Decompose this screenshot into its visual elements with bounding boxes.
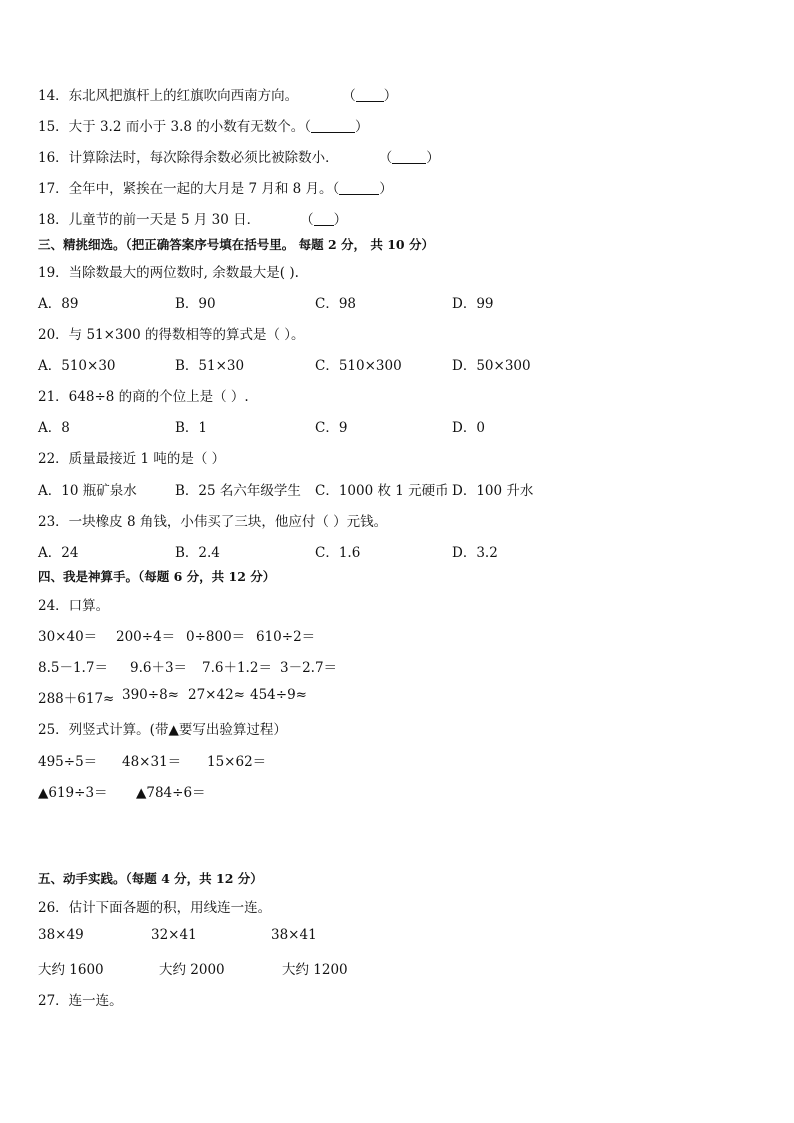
option-b[interactable]: B．51×30 [175, 358, 245, 374]
mental-math-item: 7.6＋1.2＝ [202, 660, 272, 676]
answer-blank[interactable] [392, 151, 426, 164]
question-27: 27．连一连。 [38, 993, 123, 1009]
question-20: 20．与 51×300 的得数相等的算式是（ ）。 [38, 327, 305, 343]
option-b[interactable]: B．2.4 [175, 545, 220, 561]
section-3-heading: 三、精挑细选。（把正确答案序号填在括号里。 每题 2 分， 共 10 分） [38, 237, 434, 252]
question-15: 15．大于 3.2 而小于 3.8 的小数有无数个。（ ） [38, 119, 369, 135]
answer-blank[interactable] [311, 120, 355, 133]
question-18: 18．儿童节的前一天是 5 月 30 日． （ ） [38, 212, 348, 228]
mental-math-item: 8.5－1.7＝ [38, 660, 108, 676]
mental-math-item: 3－2.7＝ [280, 660, 338, 676]
estimate-item[interactable]: 大约 1600 [38, 962, 104, 978]
vertical-calc-item: ▲619÷3＝ [38, 785, 108, 801]
mental-math-item: 390÷8≈ [122, 687, 179, 703]
question-14: 14．东北风把旗杆上的红旗吹向西南方向。 （ ） [38, 88, 398, 104]
option-b[interactable]: B．90 [175, 296, 216, 312]
option-d[interactable]: D．100 升水 [452, 483, 534, 499]
vertical-calc-item: ▲784÷6＝ [136, 785, 206, 801]
option-a[interactable]: A．10 瓶矿泉水 [38, 483, 137, 499]
vertical-calc-item: 495÷5＝ [38, 754, 98, 770]
option-c[interactable]: C．510×300 [315, 358, 402, 374]
option-c[interactable]: C．1.6 [315, 545, 361, 561]
mental-math-item: 27×42≈ [188, 687, 245, 703]
option-a[interactable]: A．8 [38, 420, 70, 436]
vertical-calc-item: 48×31＝ [122, 754, 182, 770]
option-d[interactable]: D．99 [452, 296, 494, 312]
question-19: 19．当除数最大的两位数时, 余数最大是( ). [38, 265, 299, 281]
option-c[interactable]: C．1000 枚 1 元硬币 [315, 483, 449, 499]
option-c[interactable]: C．9 [315, 420, 348, 436]
option-b[interactable]: B．1 [175, 420, 208, 436]
option-d[interactable]: D．3.2 [452, 545, 498, 561]
product-item[interactable]: 38×41 [271, 927, 317, 943]
mental-math-item: 610÷2＝ [256, 629, 316, 645]
mental-math-item: 454÷9≈ [250, 687, 307, 703]
mental-math-item: 288＋617≈ [38, 691, 115, 707]
mental-math-item: 200÷4＝ [116, 629, 176, 645]
mental-math-item: 30×40＝ [38, 629, 98, 645]
option-a[interactable]: A．510×30 [38, 358, 116, 374]
option-b[interactable]: B．25 名六年级学生 [175, 483, 301, 499]
product-item[interactable]: 38×49 [38, 927, 84, 943]
question-16: 16．计算除法时，每次除得余数必须比被除数小． （ ） [38, 150, 440, 166]
mental-math-item: 9.6＋3＝ [130, 660, 188, 676]
estimate-item[interactable]: 大约 1200 [282, 962, 348, 978]
mental-math-item: 0÷800＝ [186, 629, 246, 645]
answer-blank[interactable] [356, 89, 384, 102]
option-a[interactable]: A．89 [38, 296, 79, 312]
answer-blank[interactable] [314, 213, 334, 226]
estimate-item[interactable]: 大约 2000 [159, 962, 225, 978]
question-17: 17．全年中，紧挨在一起的大月是 7 月和 8 月。（ ） [38, 181, 393, 197]
vertical-calc-item: 15×62＝ [207, 754, 267, 770]
question-26: 26．估计下面各题的积，用线连一连。 [38, 900, 272, 916]
question-23: 23．一块橡皮 8 角钱，小伟买了三块，他应付（ ）元钱。 [38, 514, 388, 530]
answer-blank[interactable] [339, 182, 379, 195]
question-21: 21．648÷8 的商的个位上是（ ）. [38, 389, 249, 405]
product-item[interactable]: 32×41 [151, 927, 197, 943]
question-24: 24．口算。 [38, 598, 110, 614]
question-22: 22．质量最接近 1 吨的是（ ） [38, 451, 226, 467]
section-4-heading: 四、我是神算手。（每题 6 分，共 12 分） [38, 569, 276, 584]
section-5-heading: 五、动手实践。（每题 4 分，共 12 分） [38, 871, 263, 886]
question-25: 25．列竖式计算。(带▲要写出验算过程） [38, 722, 287, 738]
option-d[interactable]: D．0 [452, 420, 485, 436]
option-d[interactable]: D．50×300 [452, 358, 531, 374]
option-a[interactable]: A．24 [38, 545, 79, 561]
option-c[interactable]: C．98 [315, 296, 357, 312]
